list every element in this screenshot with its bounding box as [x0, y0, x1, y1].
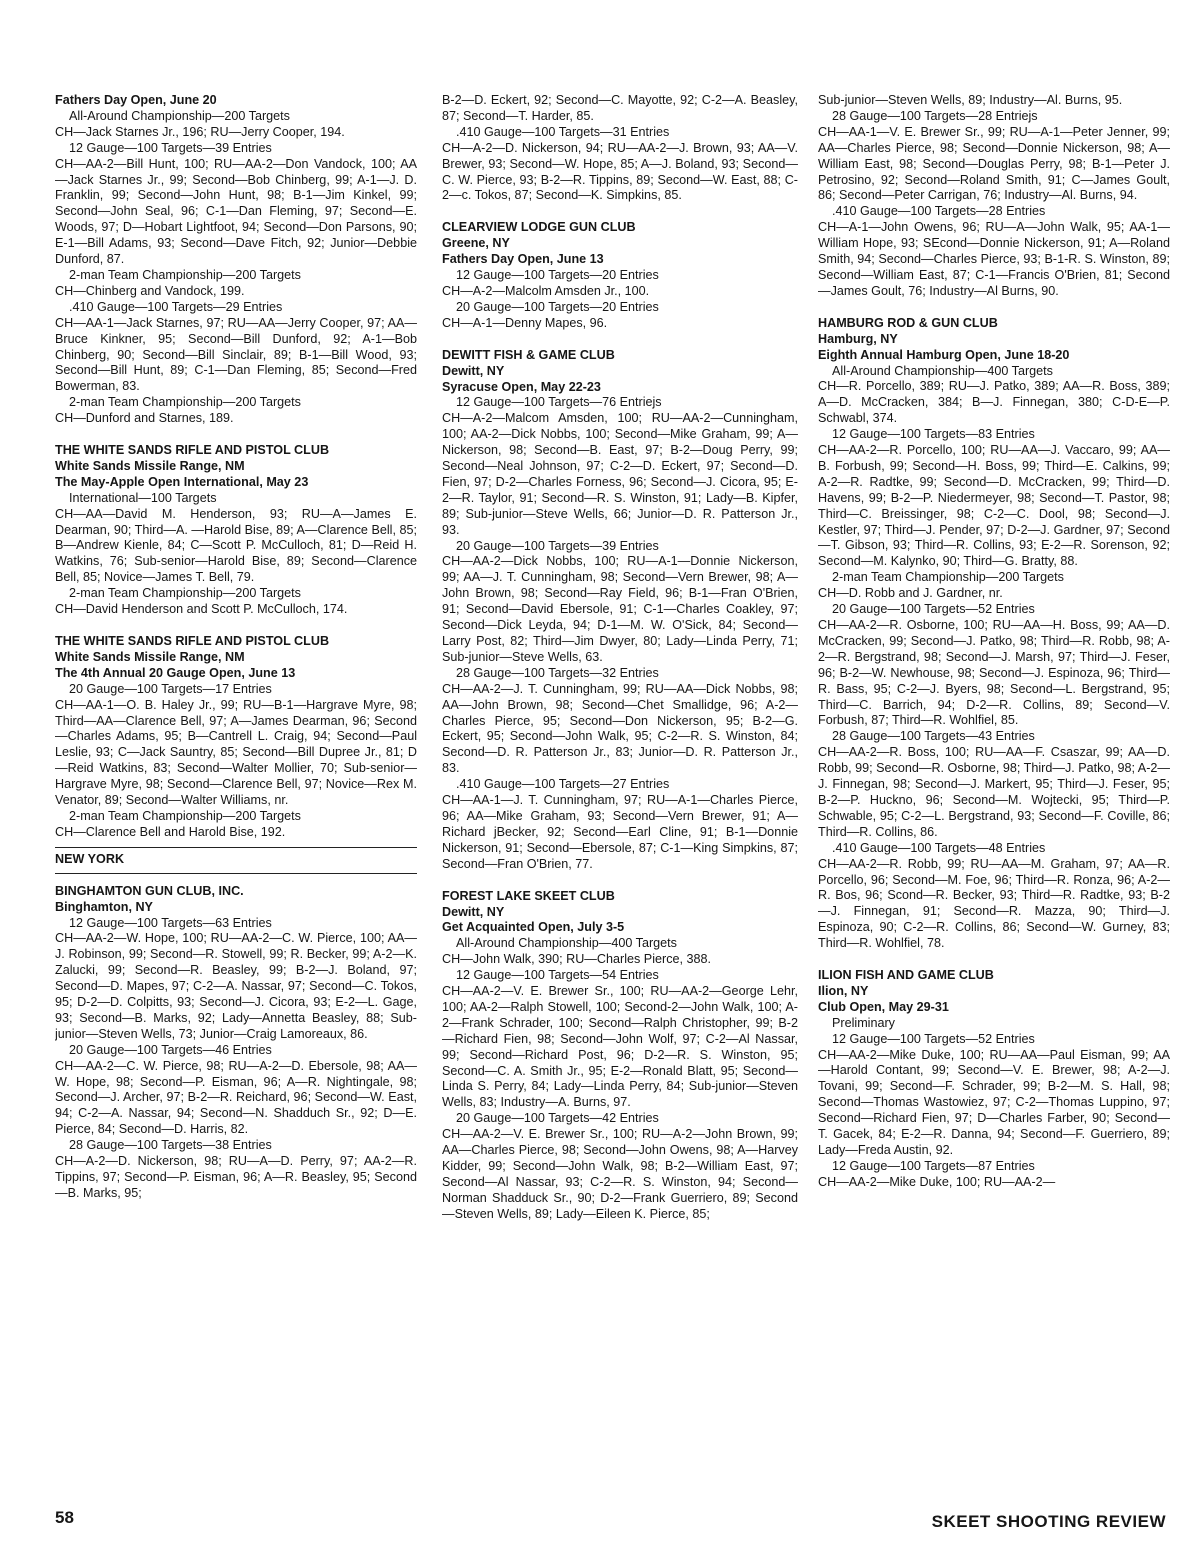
results-paragraph: CH—A-2—D. Nickerson, 94; RU—AA-2—J. Brown, 93; AA—V. Brewer, 93; Second—W. Hope, 85; A—J. Boland, 93; Second—C. W. Pierce, 93; B-2—R. Tippins, 89; Second—W. East, 88; C-2—c. Tokos, 87; Second—K. Simpkins, 85.: [442, 140, 798, 203]
event-subheading: 28 Gauge—100 Targets—38 Entries: [69, 1138, 272, 1153]
event-subheading: 20 Gauge—100 Targets—39 Entries: [456, 538, 659, 553]
results-paragraph: CH—D. Robb and J. Gardner, nr.: [818, 586, 1003, 601]
column-2: [442, 93, 798, 1483]
magazine-title: SKEET SHOOTING REVIEW: [931, 1512, 1166, 1531]
club-heading: Dewitt, NY: [442, 904, 505, 919]
event-subheading: 20 Gauge—100 Targets—20 Entries: [456, 299, 659, 314]
club-heading: White Sands Missile Range, NM: [55, 458, 245, 473]
results-paragraph: CH—AA-2—R. Porcello, 100; RU—AA—J. Vaccaro, 99; AA—B. Forbush, 99; Second—H. Boss, 99; Third—E. Calkins, 99; A-2—R. Radtke, 99; Second—D. McCracken, 99; Third—D. Havens, 99; B-2—P. Niedermeyer, 98; Second—T. Pastor, 98; Third—C. Breissinger, 98; C-2—C. Dool, 98; Second—J. Kestler, 97; Third—J. Pender, 97; D-2—J. Gardner, 97; Second—T. Gibson, 93; Third—R. Collins, 93; E-2—R. Sorenson, 92; Second—M. Kalynko, 90; Third—G. Bratty, 88.: [818, 443, 1170, 569]
event-subheading: All-Around Championship—200 Targets: [69, 108, 290, 123]
event-subheading: 12 Gauge—100 Targets—63 Entries: [69, 915, 272, 930]
club-heading: THE WHITE SANDS RIFLE AND PISTOL CLUB: [55, 443, 330, 458]
results-paragraph: CH—AA-2—Dick Nobbs, 100; RU—A-1—Donnie Nickerson, 99; AA—J. T. Cunningham, 98; Second—Vern Brewer, 98; A—John Brown, 98; Second—Ray Field, 96; B-1—Fran O'Brien, 91; Second—David Ebersole, 91; C-1—Charles Coakley, 97; Second—Dick Leyda, 94; D-1—M. W. O'Sick, 84; Second—Larry Post, 82; Third—Jim Dwyer, 80; Lady—Linda Perry, 71; Sub-junior—Steve Wells, 63.: [442, 554, 798, 664]
club-heading: Syracuse Open, May 22-23: [442, 379, 601, 394]
event-subheading: 12 Gauge—100 Targets—87 Entries: [832, 1158, 1035, 1173]
club-heading: DEWITT FISH & GAME CLUB: [442, 347, 615, 362]
section-spacer: [442, 873, 798, 889]
club-heading: FOREST LAKE SKEET CLUB: [442, 888, 615, 903]
results-paragraph: CH—John Walk, 390; RU—Charles Pierce, 388.: [442, 952, 712, 967]
club-heading: ILION FISH AND GAME CLUB: [818, 968, 994, 983]
section-spacer: [55, 618, 417, 634]
results-paragraph: CH—AA-2—R. Osborne, 100; RU—AA—H. Boss, 99; AA—D. McCracken, 99; Second—J. Patko, 98; Third—R. Robb, 98; A-2—R. Bergstrand, 98; Second—J. Marsh, 97; Third—J. Feser, 96; B-2—W. Newhouse, 98; Second—J. Espinoza, 96; Third—R. Bass, 95; C-2—J. Byers, 98; Second—L. Bergstrand, 95; Third—C. Barrich, 94; D-2—R. Collins, 89; Second—V. Forbush, 87; Third—R. Wohlfiel, 85.: [818, 618, 1170, 728]
event-subheading: 12 Gauge—100 Targets—76 Entriejs: [456, 395, 662, 410]
section-spacer: [818, 952, 1170, 968]
section-spacer: [442, 204, 798, 220]
event-subheading: 28 Gauge—100 Targets—43 Entries: [832, 729, 1035, 744]
results-paragraph: CH—AA-2—C. W. Pierce, 98; RU—A-2—D. Ebersole, 98; AA—W. Hope, 98; Second—P. Eisman, 96; A—R. Nightingale, 98; Second—J. Archer, 97; B-2—R. Reichard, 96; Second—W. East, 94; C-2—A. Nassar, 94; Second—N. Shadduch Sr., 92; D—E. Pierce, 84; Second—D. Harris, 82.: [55, 1058, 417, 1137]
club-heading: Get Acquainted Open, July 3-5: [442, 920, 625, 935]
state-heading: NEW YORK: [55, 847, 417, 874]
results-paragraph: CH—AA-2—W. Hope, 100; RU—AA-2—C. W. Pierce, 100; AA—J. Robinson, 99; Second—R. Stowell, 99; R. Becker, 99; A-2—K. Zalucki, 99; Second—R. Beasley, 99; B-2—J. Boland, 97; Second—D. Mapes, 97; C-2—A. Nassar, 97; Second—C. Tokos, 95; D-2—D. Colpitts, 93; Second—J. Cicora, 93; E-2—L. Gage, 93; Second—B. Marks, 92; Lady—Annetta Beasley, 88; Sub-junior—Steven Wells, 73; Junior—Craig Lamoreaux, 86.: [55, 931, 417, 1041]
club-heading: BINGHAMTON GUN CLUB, INC.: [55, 883, 244, 898]
results-paragraph: CH—David Henderson and Scott P. McCulloch, 174.: [55, 602, 348, 617]
results-paragraph: CH—A-1—John Owens, 96; RU—A—John Walk, 95; AA-1—William Hope, 93; SEcond—Donnie Nickerson, 91; A—Roland Smith, 94; Second—Charles Pierce, 93; B-1-R. S. Winston, 89; Second—William East, 87; C-1—Francis O'Brien, 81; Second—James Goult, 76; Industry—Al Burns, 90.: [818, 220, 1170, 298]
event-subheading: 20 Gauge—100 Targets—46 Entries: [69, 1042, 272, 1057]
section-spacer: [818, 300, 1170, 316]
event-subheading: All-Around Championship—400 Targets: [456, 936, 677, 951]
results-paragraph: CH—AA-1—Jack Starnes, 97; RU—AA—Jerry Cooper, 97; AA—Bruce Kinkner, 95; Second—Bill Dunford, 92; A-1—Bob Chinberg, 90; Second—Bill Sinclair, 89; B-1—Bill Wood, 93; Second—Bill Hunt, 89; C-1—Dan Fleming, 85; Second—Fred Bowerman, 83.: [55, 315, 417, 394]
club-heading: Fathers Day Open, June 13: [442, 252, 604, 267]
event-subheading: 2-man Team Championship—200 Targets: [69, 586, 301, 601]
club-heading: Eighth Annual Hamburg Open, June 18-20: [818, 347, 1070, 362]
event-subheading: 20 Gauge—100 Targets—42 Entries: [456, 1111, 659, 1126]
results-paragraph: CH—A-2—Malcolm Amsden Jr., 100.: [442, 283, 650, 298]
results-paragraph: CH—A-1—Denny Mapes, 96.: [442, 315, 608, 330]
results-paragraph: B-2—D. Eckert, 92; Second—C. Mayotte, 92; C-2—A. Beasley, 87; Second—T. Harder, 85.: [442, 93, 798, 123]
results-paragraph: CH—Jack Starnes Jr., 196; RU—Jerry Cooper, 194.: [55, 124, 345, 139]
club-heading: CLEARVIEW LODGE GUN CLUB: [442, 220, 636, 235]
event-subheading: 2-man Team Championship—200 Targets: [69, 808, 301, 823]
results-paragraph: CH—AA-2—J. T. Cunningham, 99; RU—AA—Dick Nobbs, 98; AA—John Brown, 98; Second—Chet Smallidge, 96; A-2—Charles Pierce, 95; Second—Don Nickerson, 95; B-2—G. Eckert, 95; Second—John Walk, 95; C-2—R. S. Winston, 84; Second—D. R. Patterson Jr., 83; Junior—D. R. Patterson Jr., 83.: [442, 681, 798, 776]
club-heading: White Sands Missile Range, NM: [55, 649, 245, 664]
event-subheading: 28 Gauge—100 Targets—28 Entriejs: [832, 108, 1038, 123]
event-subheading: 20 Gauge—100 Targets—52 Entries: [832, 602, 1035, 617]
results-paragraph: CH—Dunford and Starnes, 189.: [55, 411, 234, 426]
event-subheading: 28 Gauge—100 Targets—32 Entries: [456, 665, 659, 680]
club-heading: Binghamton, NY: [55, 899, 153, 914]
results-paragraph: CH—AA-2—R. Boss, 100; RU—AA—F. Csaszar, 99; AA—D. Robb, 99; Second—R. Osborne, 98; Third—J. Patko, 98; A-2—J. Finnegan, 98; Second—J. Markert, 95; Third—J. Feser, 95; B-2—P. Huckno, 96; Second—M. Wojtecki, 95; Third—P. Schwable, 95; C-2—L. Bergstrand, 93; Second—F. Coville, 86; Third—R. Collins, 86.: [818, 745, 1170, 839]
club-heading: Fathers Day Open, June 20: [55, 93, 217, 107]
event-subheading: 12 Gauge—100 Targets—39 Entries: [69, 140, 272, 155]
section-spacer: [442, 332, 798, 348]
results-paragraph: CH—AA-2—V. E. Brewer Sr., 100; RU—A-2—John Brown, 99; AA—Charles Pierce, 98; Second—John Owens, 98; A—Harvey Kidder, 99; Second—John Walk, 98; B-2—William East, 97; Second—Al Nassar, 93; C-2—R. S. Winston, 94; Second—Norman Shadduck Sr., 90; D-2—Frank Guerriero, 89; Second—Steven Wells, 89; Lady—Eileen K. Pierce, 85;: [442, 1127, 798, 1221]
results-paragraph: CH—AA-1—J. T. Cunningham, 97; RU—A-1—Charles Pierce, 96; AA—Mike Graham, 93; Second—Vern Brewer, 91; A—Richard jBecker, 92; Second—Earl Cline, 91; B-1—Donnie Nickerson, 91; Second—Ebersole, 87; C-1—King Simpkins, 87; Second—Fran O'Brien, 77.: [442, 793, 798, 871]
club-heading: Club Open, May 29-31: [818, 999, 949, 1014]
event-subheading: 12 Gauge—100 Targets—20 Entries: [456, 268, 659, 283]
club-heading: The 4th Annual 20 Gauge Open, June 13: [55, 665, 296, 680]
event-subheading: 20 Gauge—100 Targets—17 Entries: [69, 681, 272, 696]
club-heading: Greene, NY: [442, 236, 510, 251]
results-paragraph: CH—A-2—D. Nickerson, 98; RU—A—D. Perry, 97; AA-2—R. Tippins, 97; Second—P. Eisman, 96; A—R. Beasley, 95; Second—B. Marks, 95;: [55, 1154, 417, 1200]
results-paragraph: CH—AA-2—Bill Hunt, 100; RU—AA-2—Don Vandock, 100; AA—Jack Starnes Jr., 99; Second—Bob Chinberg, 99; A-1—J. D. Franklin, 99; Second—John Hunt, 98; B-1—Jim Kinkel, 99; Second—John Seal, 96; C-1—Dan Fleming, 97; Second—E. Woods, 97; D—Hobart Lightfoot, 94; Second—Don Parsons, 90; E-1—Bill Adams, 93; Second—Dave Fitch, 92; Junior—Debbie Dunford, 87.: [55, 156, 417, 267]
event-subheading: 12 Gauge—100 Targets—54 Entries: [456, 968, 659, 983]
event-subheading: 2-man Team Championship—200 Targets: [832, 570, 1064, 585]
club-heading: Hamburg, NY: [818, 331, 898, 346]
club-heading: THE WHITE SANDS RIFLE AND PISTOL CLUB: [55, 634, 330, 648]
club-heading: HAMBURG ROD & GUN CLUB: [818, 315, 998, 330]
results-paragraph: CH—A-2—Malcom Amsden, 100; RU—AA-2—Cunningham, 100; AA-2—Dick Nobbs, 100; Second—Mike Graham, 99; A—Nickerson, 98; Second—B. East, 97; B-2—Doug Perry, 99; Second—Neal Johnson, 97; C-2—D. Eckert, 97; Second—D. Fien, 97; D-2—Charles Forness, 96; Second—J. Cicora, 95; E-2—R. Taylor, 91; Second—R. S. Winston, 91; Lady—B. Kipfer, 89; Sub-junior—Steve Wells, 66; Junior—D. R. Patterson Jr., 93.: [442, 411, 798, 537]
results-paragraph: CH—AA-2—R. Robb, 99; RU—AA—M. Graham, 97; AA—R. Porcello, 96; Second—M. Foe, 96; Third—R. Ronza, 96; A-2—R. Bos, 96; Scond—R. Becker, 93; Third—R. Radtke, 93; B-2—J. Finnegan, 91; Second—R. Mazza, 90; Third—J. Espinoza, 90; C-2—R. Collins, 86; Second—W. Gurney, 83; Third—R. Wohlfiel, 78.: [818, 856, 1170, 951]
event-subheading: .410 Gauge—100 Targets—28 Entries: [832, 204, 1046, 219]
column-1: [55, 93, 417, 1483]
column-3: [818, 93, 1170, 1483]
event-subheading: 2-man Team Championship—200 Targets: [69, 267, 301, 282]
section-spacer: [55, 427, 417, 443]
results-paragraph: CH—Clarence Bell and Harold Bise, 192.: [55, 824, 286, 839]
club-heading: Dewitt, NY: [442, 363, 505, 378]
results-paragraph: CH—AA-1—O. B. Haley Jr., 99; RU—B-1—Hargrave Myre, 98; Third—AA—Clarence Bell, 97; A—James Dearman, 96; Second—Charles Adams, 95; B—Cantrell L. Craig, 94; Second—Paul Leslie, 93; C—Jack Sauntry, 85; Second—Bill Dupree Jr., 81; D—Reid Watkins, 83; Second—Walter Mollier, 70; Sub-senior—Hargrave Myre, 98; Second—Clarence Bell, 97; Novice—Rex M. Venator, 89; Second—Walter Williams, nr.: [55, 697, 417, 808]
event-subheading: .410 Gauge—100 Targets—48 Entries: [832, 840, 1046, 855]
results-paragraph: CH—AA-2—Mike Duke, 100; RU—AA—Paul Eisman, 99; AA—Harold Contant, 99; Second—V. E. Brewer, 98; A-2—J. Tovani, 99; Second—F. Schrader, 99; B-2—M. S. Hall, 98; Second—Thomas Wastowiez, 97; C-2—Thomas Luppino, 97; Second—Richard Fien, 97; D—Charles Farber, 90; Second—T. Gacek, 84; E-2—R. Danna, 94; Second—F. Guerriero, 89; Lady—Freda Austin, 92.: [818, 1047, 1170, 1157]
results-paragraph: CH—Chinberg and Vandock, 199.: [55, 283, 245, 298]
event-subheading: .410 Gauge—100 Targets—31 Entries: [456, 124, 670, 139]
page-number: 58: [55, 1508, 74, 1527]
event-subheading: 12 Gauge—100 Targets—52 Entries: [832, 1031, 1035, 1046]
results-paragraph: CH—R. Porcello, 389; RU—J. Patko, 389; AA—R. Boss, 389; A—D. McCracken, 384; B—J. Finnegan, 380; C-D-E—P. Schwabl, 374.: [818, 379, 1170, 426]
event-subheading: .410 Gauge—100 Targets—29 Entries: [69, 299, 283, 314]
results-paragraph: CH—AA-1—V. E. Brewer Sr., 99; RU—A-1—Peter Jenner, 99; AA—Charles Pierce, 98; Second—Donnie Nickerson, 98; A—William East, 98; Second—Douglas Perry, 98; B-1—Peter J. Petrosino, 92; Second—Roland Smith, 91; C—James Goult, 86; Second—Peter Carrigan, 76; Industry—Al. Burns, 94.: [818, 124, 1170, 203]
event-subheading: All-Around Championship—400 Targets: [832, 363, 1053, 378]
event-subheading: 12 Gauge—100 Targets—83 Entries: [832, 427, 1035, 442]
event-subheading: Preliminary: [832, 1015, 895, 1030]
results-paragraph: CH—AA-2—Mike Duke, 100; RU—AA-2—: [818, 1174, 1056, 1189]
club-heading: The May-Apple Open International, May 23: [55, 474, 309, 489]
event-subheading: International—100 Targets: [69, 490, 217, 505]
results-paragraph: Sub-junior—Steven Wells, 89; Industry—Al. Burns, 95.: [818, 93, 1123, 107]
results-paragraph: CH—AA-2—V. E. Brewer Sr., 100; RU—AA-2—George Lehr, 100; AA-2—Ralph Stowell, 100; Second-2—John Walk, 100; A-2—Frank Schrader, 100; Second—Ralph Christopher, 99; B-2—Richard Fien, 98; Second—John Wolf, 97; C-2—Al Nassar, 99; Second—Richard Post, 96; D-2—R. S. Winston, 95; Second—C. A. Smith Jr., 95; E-2—Ronald Blatt, 95; Second—Linda S. Perry, 84; Lady—Linda Perry, 84; Sub-junior—Steven Wells, 83; Industry—A. Burns, 97.: [442, 984, 798, 1110]
club-heading: Ilion, NY: [818, 983, 869, 998]
event-subheading: 2-man Team Championship—200 Targets: [69, 395, 301, 410]
event-subheading: .410 Gauge—100 Targets—27 Entries: [456, 777, 670, 792]
results-paragraph: CH—AA—David M. Henderson, 93; RU—A—James E. Dearman, 90; Third—A. —Harold Bise, 89; A—Clarence Bell, 85; B—Andrew Kienle, 84; C—Scott P. McCulloch, 81; D—Reid H. Watkins, 76; Sub-senior—Harold Bise, 89; Second—Clarence Bell, 85; Novice—James T. Bell, 79.: [55, 506, 417, 585]
